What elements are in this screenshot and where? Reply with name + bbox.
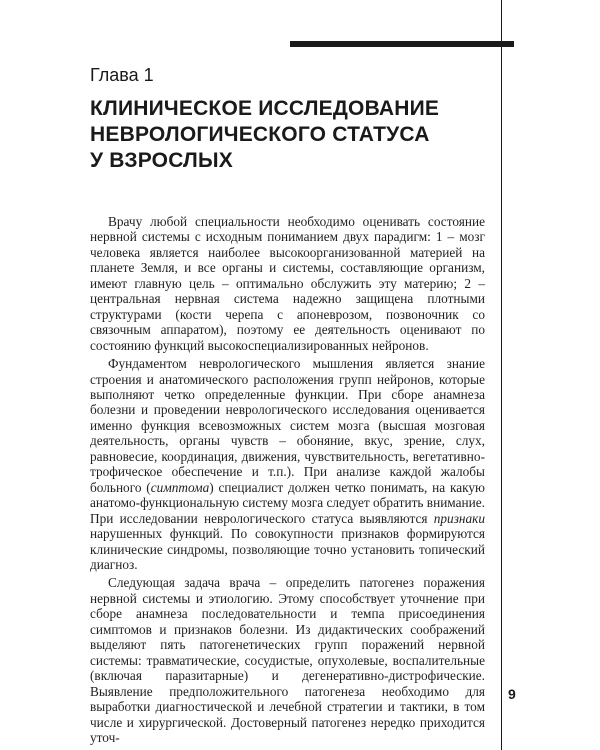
page-number: 9 [508,686,516,702]
paragraph-1: Врачу любой специальности необходимо оценивать состояние нервной системы с исходным пониманием двух парадигм: 1 – мозг человека является наиболее высокоорганизованной материей на планете Земля, и все органы и системы, составляющие организм, имеют главную цель – оптимально обслужить эту материю; 2 – центральная нервная система надежно защищена плотными структурами (кости черепа с апоневрозом, позвоночник со связочным аппаратом), поэтому ее деятельность оценивают по состоянию функций высокоспециализированных нейронов. [90,214,485,353]
chapter-header-rule [290,41,514,47]
term-symptom: симптома [150,479,210,495]
paragraph-2-part-3: нарушенных функций. По совокупности признаков формируются клинические синдромы, позволяющие точно установить топический диагноз. [90,526,485,572]
paragraph-3: Следующая задача врача – определить патогенез поражения нервной системы и этиологию. Этому способствует уточнение при сборе анамнеза последовательности и темпа присоединения симптомов и признаков болезни. Из дидактических соображений выделяют пять патогенетических групп поражений нервной системы: травматические, сосудистые, опухолевые, воспалительные (включая паразитарные) и дегенеративно-дистрофические. Выявление предположительного патогенеза необходимо для выработки диагностической и лечебной стратегии и тактики, в том числе и хирургической. Достоверный патогенез нередко приходится уточ- [90,575,485,745]
paragraph-2-part-2: ) специалист должен четко понимать, на какую анатомо-функциональную систему мозга следует обратить внимание. При исследовании неврологического статуса выявляются [90,479,485,526]
paragraph-2-part-1: Фундаментом неврологического мышления является знание строения и анатомического расположения групп нейронов, которые выполняют четко определенные функции. При сборе анамнеза болезни и проведении неврологического исследования оценивается именно функция всевозможных систем мозга (высшая мозговая деятельность, органы чувств – обоняние, вкус, зрение, слух, равновесие, координация, движения, чувствительность, вегетативно-трофическое обеспечение и т.п.). При анализе каждой жалобы больного ( [90,356,485,495]
chapter-title-line-2: НЕВРОЛОГИЧЕСКОГО СТАТУСА [90,123,430,146]
chapter-title-line-3: У ВЗРОСЛЫХ [90,149,233,172]
term-signs: признаки [433,510,485,526]
chapter-label: Глава 1 [90,65,154,85]
chapter-title [90,96,490,174]
page-edge-rule [501,0,502,750]
paragraph-2 [90,356,485,572]
chapter-title-line-1: КЛИНИЧЕСКОЕ ИССЛЕДОВАНИЕ [90,97,440,120]
body-text [90,214,485,745]
